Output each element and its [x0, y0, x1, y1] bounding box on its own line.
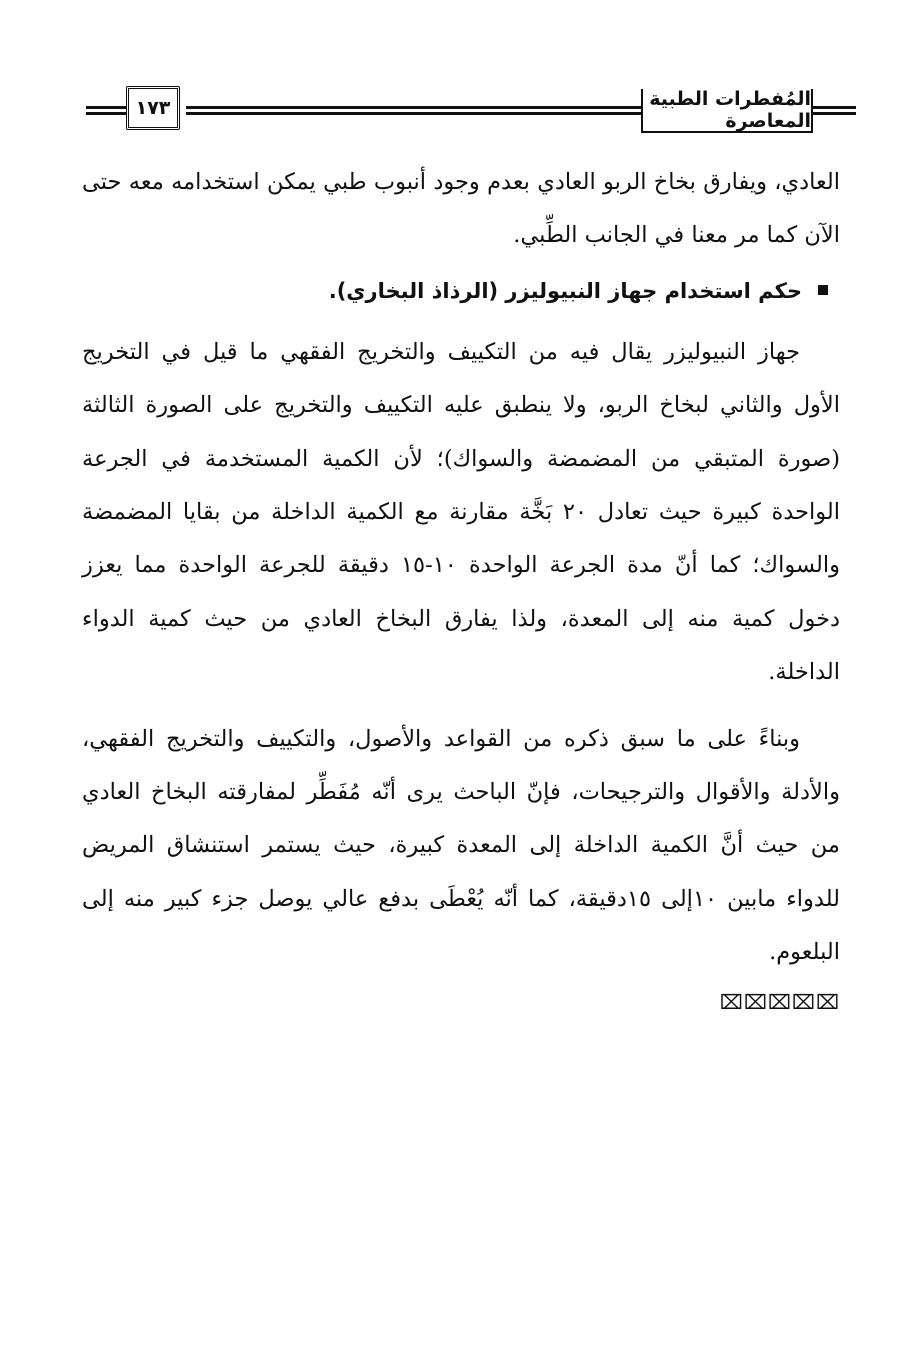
- paragraph-gap: [82, 700, 840, 713]
- header-rule-middle: [186, 106, 644, 115]
- header-rule-left: [86, 106, 128, 115]
- running-header: [86, 80, 856, 140]
- page-number: ١٧٣: [126, 86, 180, 130]
- page-body: [82, 156, 840, 1020]
- end-ornament: ⌧⌧⌧⌧⌧: [719, 989, 840, 1014]
- paragraph-nebulizer-ruling: جهاز النبيوليزر يقال فيه من التكييف والتخريج الفقهي ما قيل في التخريج الأول والثاني لبخاخ الربو، ولا ينطبق عليه التكييف والتخريج على الصورة الثالثة (صورة المتبقي من المضمضة والسواك)؛ لأن الكمية المستخدمة في الجرعة الواحدة كبيرة حيث تعادل ٢٠ بَخَّة مقارنة مع الكمية الداخلة من بقايا المضمضة والسواك؛ كما أنّ مدة الجرعة الواحدة ١٠-١٥ دقيقة للجرعة الواحدة مما يعزز دخول كمية منه إلى المعدة، ولذا يفارق البخاخ العادي من حيث كمية الدواء الداخلة.: [82, 338, 840, 686]
- book-title: المُفطرات الطبية المعاصرة: [641, 89, 813, 133]
- intro-paragraph: العادي، ويفارق بخاخ الربو العادي بعدم وجود أنبوب طبي يمكن استخدامه معه حتى الآن كما مر معنا في الجانب الطِّبي.: [82, 169, 840, 249]
- paragraph-conclusion: وبناءً على ما سبق ذكره من القواعد والأصول، والتكييف والتخريج الفقهي، والأدلة والأقوال والترجيحات، فإنّ الباحث يرى أنّه مُفَطِّر لمفارقته البخاخ العادي من حيث أنَّ الكمية الداخلة إلى المعدة كبيرة، حيث يستمر استنشاق المريض للدواء مابين ١٠إلى ١٥دقيقة، كما أنّه يُعْطَى بدفع عالي يوصل جزء كبير منه إلى البلعوم.: [82, 725, 841, 966]
- header-rule-right: [811, 106, 856, 115]
- section-heading-text: حكم استخدام جهاز النبيوليزر (الرذاذ البخاري).: [328, 278, 802, 303]
- section-heading: [82, 266, 840, 316]
- square-bullet-icon: [818, 285, 828, 295]
